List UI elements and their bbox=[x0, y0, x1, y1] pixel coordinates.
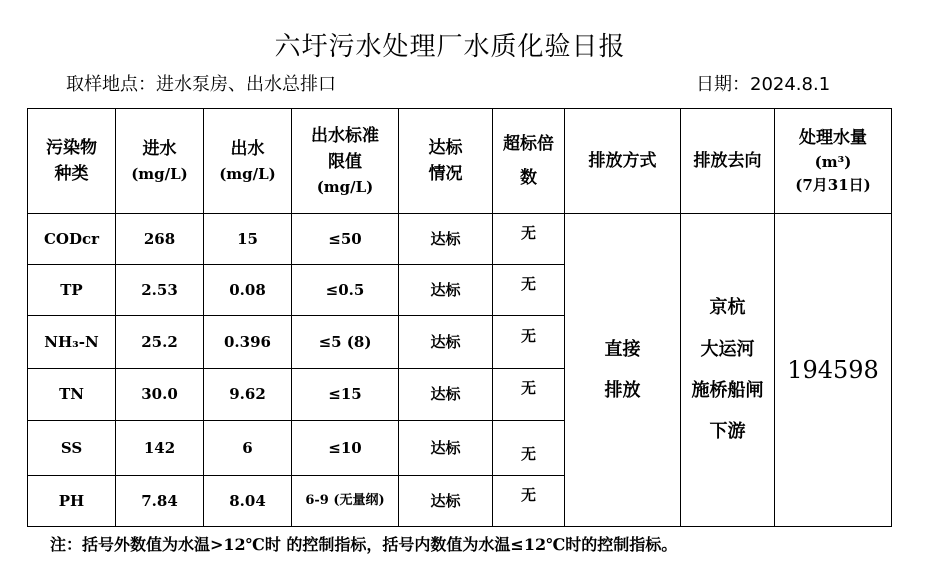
cell-exceed: 无 bbox=[493, 421, 565, 476]
cell-exceed: 无 bbox=[493, 476, 565, 527]
cell-influent: 25.2 bbox=[116, 316, 204, 369]
cell-pollutant: TP bbox=[28, 265, 116, 316]
header-pollutant: 污染物 种类 bbox=[28, 109, 116, 214]
footnote: 注：括号外数值为水温>12℃时 的控制指标，括号内数值为水温≤12℃时的控制指标。 bbox=[50, 535, 678, 554]
sampling-location: 取样地点：进水泵房、出水总排口 bbox=[66, 74, 336, 95]
cell-influent: 30.0 bbox=[116, 369, 204, 421]
cell-discharge-method: 直接 排放 bbox=[565, 214, 681, 527]
cell-exceed: 无 bbox=[493, 214, 565, 265]
cell-exceed: 无 bbox=[493, 316, 565, 369]
cell-limit: ≤15 bbox=[292, 369, 399, 421]
cell-limit: 6-9 (无量纲) bbox=[292, 476, 399, 527]
cell-limit: ≤10 bbox=[292, 421, 399, 476]
header-row bbox=[28, 109, 892, 214]
header-volume: 处理水量 (m³) (7月31日) bbox=[775, 109, 892, 214]
cell-volume: 194598 bbox=[775, 214, 892, 527]
cell-limit: ≤50 bbox=[292, 214, 399, 265]
cell-limit: ≤0.5 bbox=[292, 265, 399, 316]
cell-influent: 7.84 bbox=[116, 476, 204, 527]
cell-compliance: 达标 bbox=[399, 421, 493, 476]
cell-effluent: 0.396 bbox=[204, 316, 292, 369]
cell-exceed: 无 bbox=[493, 369, 565, 421]
header-discharge-method: 排放方式 bbox=[565, 109, 681, 214]
cell-limit: ≤5 (8) bbox=[292, 316, 399, 369]
cell-influent: 142 bbox=[116, 421, 204, 476]
cell-influent: 2.53 bbox=[116, 265, 204, 316]
header-limit: 出水标准 限值 (mg/L) bbox=[292, 109, 399, 214]
cell-compliance: 达标 bbox=[399, 369, 493, 421]
report-title: 六圩污水处理厂水质化验日报 bbox=[274, 32, 626, 62]
cell-effluent: 9.62 bbox=[204, 369, 292, 421]
cell-discharge-dest: 京杭 大运河 施桥船闸 下游 bbox=[681, 214, 775, 527]
cell-pollutant: TN bbox=[28, 369, 116, 421]
cell-pollutant: PH bbox=[28, 476, 116, 527]
cell-influent: 268 bbox=[116, 214, 204, 265]
cell-effluent: 8.04 bbox=[204, 476, 292, 527]
header-compliance: 达标 情况 bbox=[399, 109, 493, 214]
header-exceed: 超标倍 数 bbox=[493, 109, 565, 214]
cell-exceed: 无 bbox=[493, 265, 565, 316]
cell-compliance: 达标 bbox=[399, 214, 493, 265]
header-influent: 进水 (mg/L) bbox=[116, 109, 204, 214]
cell-pollutant: SS bbox=[28, 421, 116, 476]
header-effluent: 出水 (mg/L) bbox=[204, 109, 292, 214]
cell-pollutant: NH₃-N bbox=[28, 316, 116, 369]
table-row bbox=[28, 214, 892, 265]
cell-effluent: 6 bbox=[204, 421, 292, 476]
cell-compliance: 达标 bbox=[399, 316, 493, 369]
cell-effluent: 15 bbox=[204, 214, 292, 265]
water-quality-table bbox=[27, 108, 892, 527]
cell-effluent: 0.08 bbox=[204, 265, 292, 316]
cell-compliance: 达标 bbox=[399, 265, 493, 316]
cell-compliance: 达标 bbox=[399, 476, 493, 527]
header-discharge-dest: 排放去向 bbox=[681, 109, 775, 214]
report-date: 日期：2024.8.1 bbox=[696, 74, 831, 95]
cell-pollutant: CODcr bbox=[28, 214, 116, 265]
